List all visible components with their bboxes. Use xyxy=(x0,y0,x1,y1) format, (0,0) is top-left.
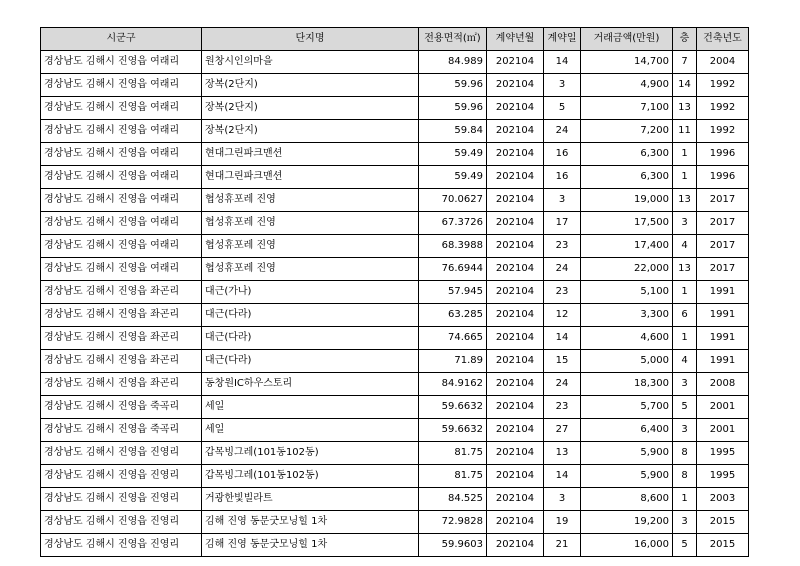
cell-floor: 11 xyxy=(673,120,697,143)
table-row xyxy=(41,511,749,534)
cell-complex: 갑목빙그레(101동102동) xyxy=(202,465,419,488)
cell-area: 70.0627 xyxy=(419,189,487,212)
cell-district: 경상남도 김해시 진영읍 여래리 xyxy=(41,120,202,143)
table-row xyxy=(41,419,749,442)
cell-build-year: 1992 xyxy=(697,120,749,143)
cell-contract-month: 202104 xyxy=(487,373,544,396)
cell-price: 6,300 xyxy=(581,143,673,166)
table-row xyxy=(41,51,749,74)
cell-complex: 대근(다라) xyxy=(202,327,419,350)
header-row xyxy=(41,28,749,51)
cell-build-year: 1991 xyxy=(697,304,749,327)
cell-complex: 협성휴포레 진영 xyxy=(202,258,419,281)
cell-complex: 동창원IC하우스토리 xyxy=(202,373,419,396)
cell-price: 19,200 xyxy=(581,511,673,534)
cell-floor: 1 xyxy=(673,281,697,304)
cell-contract-month: 202104 xyxy=(487,166,544,189)
cell-complex: 김해 진영 동문굿모닝힐 1차 xyxy=(202,534,419,557)
table-row xyxy=(41,488,749,511)
cell-build-year: 1991 xyxy=(697,327,749,350)
cell-contract-day: 15 xyxy=(544,350,581,373)
cell-contract-month: 202104 xyxy=(487,396,544,419)
cell-complex: 협성휴포레 진영 xyxy=(202,189,419,212)
cell-complex: 대근(가나) xyxy=(202,281,419,304)
cell-floor: 1 xyxy=(673,488,697,511)
cell-contract-day: 27 xyxy=(544,419,581,442)
cell-district: 경상남도 김해시 진영읍 좌곤리 xyxy=(41,327,202,350)
cell-contract-day: 23 xyxy=(544,281,581,304)
cell-area: 63.285 xyxy=(419,304,487,327)
cell-district: 경상남도 김해시 진영읍 진영리 xyxy=(41,442,202,465)
table-row xyxy=(41,120,749,143)
cell-build-year: 2001 xyxy=(697,396,749,419)
header-floor: 층 xyxy=(673,28,697,51)
cell-area: 59.9603 xyxy=(419,534,487,557)
cell-contract-month: 202104 xyxy=(487,281,544,304)
cell-build-year: 1992 xyxy=(697,97,749,120)
cell-contract-day: 3 xyxy=(544,488,581,511)
cell-price: 22,000 xyxy=(581,258,673,281)
table-row xyxy=(41,212,749,235)
cell-price: 5,700 xyxy=(581,396,673,419)
cell-contract-day: 21 xyxy=(544,534,581,557)
cell-floor: 1 xyxy=(673,327,697,350)
cell-area: 59.6632 xyxy=(419,419,487,442)
cell-district: 경상남도 김해시 진영읍 여래리 xyxy=(41,97,202,120)
cell-complex: 대근(다라) xyxy=(202,304,419,327)
cell-area: 84.989 xyxy=(419,51,487,74)
cell-district: 경상남도 김해시 진영읍 진영리 xyxy=(41,511,202,534)
cell-area: 59.6632 xyxy=(419,396,487,419)
cell-floor: 14 xyxy=(673,74,697,97)
table-row xyxy=(41,166,749,189)
cell-area: 81.75 xyxy=(419,442,487,465)
cell-contract-day: 16 xyxy=(544,166,581,189)
cell-build-year: 2017 xyxy=(697,212,749,235)
table-row xyxy=(41,74,749,97)
cell-price: 3,300 xyxy=(581,304,673,327)
cell-district: 경상남도 김해시 진영읍 좌곤리 xyxy=(41,350,202,373)
cell-district: 경상남도 김해시 진영읍 여래리 xyxy=(41,189,202,212)
cell-contract-month: 202104 xyxy=(487,488,544,511)
cell-contract-month: 202104 xyxy=(487,350,544,373)
transaction-table xyxy=(40,27,749,557)
table-row xyxy=(41,304,749,327)
cell-district: 경상남도 김해시 진영읍 죽곡리 xyxy=(41,419,202,442)
cell-price: 16,000 xyxy=(581,534,673,557)
cell-floor: 5 xyxy=(673,396,697,419)
cell-floor: 3 xyxy=(673,373,697,396)
cell-area: 76.6944 xyxy=(419,258,487,281)
cell-contract-month: 202104 xyxy=(487,120,544,143)
cell-district: 경상남도 김해시 진영읍 진영리 xyxy=(41,534,202,557)
cell-floor: 3 xyxy=(673,212,697,235)
cell-complex: 대근(다라) xyxy=(202,350,419,373)
cell-area: 84.525 xyxy=(419,488,487,511)
cell-price: 4,900 xyxy=(581,74,673,97)
cell-floor: 1 xyxy=(673,143,697,166)
cell-build-year: 1992 xyxy=(697,74,749,97)
cell-floor: 4 xyxy=(673,350,697,373)
cell-contract-month: 202104 xyxy=(487,189,544,212)
cell-area: 59.49 xyxy=(419,143,487,166)
cell-contract-day: 12 xyxy=(544,304,581,327)
cell-floor: 4 xyxy=(673,235,697,258)
table-row xyxy=(41,396,749,419)
cell-contract-day: 14 xyxy=(544,465,581,488)
cell-area: 67.3726 xyxy=(419,212,487,235)
cell-contract-day: 23 xyxy=(544,235,581,258)
cell-area: 59.84 xyxy=(419,120,487,143)
cell-contract-month: 202104 xyxy=(487,442,544,465)
cell-contract-day: 16 xyxy=(544,143,581,166)
cell-contract-month: 202104 xyxy=(487,465,544,488)
cell-contract-month: 202104 xyxy=(487,327,544,350)
cell-contract-month: 202104 xyxy=(487,97,544,120)
cell-price: 6,400 xyxy=(581,419,673,442)
cell-district: 경상남도 김해시 진영읍 여래리 xyxy=(41,212,202,235)
cell-complex: 현대그린파크맨션 xyxy=(202,143,419,166)
cell-complex: 김해 진영 동문굿모닝힐 1차 xyxy=(202,511,419,534)
header-price: 거래금액(만원) xyxy=(581,28,673,51)
cell-complex: 장복(2단지) xyxy=(202,97,419,120)
cell-price: 8,600 xyxy=(581,488,673,511)
cell-floor: 8 xyxy=(673,465,697,488)
cell-floor: 3 xyxy=(673,419,697,442)
cell-floor: 13 xyxy=(673,189,697,212)
header-build-year: 건축년도 xyxy=(697,28,749,51)
cell-contract-day: 5 xyxy=(544,97,581,120)
cell-price: 5,100 xyxy=(581,281,673,304)
cell-district: 경상남도 김해시 진영읍 여래리 xyxy=(41,74,202,97)
cell-floor: 6 xyxy=(673,304,697,327)
cell-contract-day: 24 xyxy=(544,258,581,281)
table-row xyxy=(41,327,749,350)
cell-complex: 장복(2단지) xyxy=(202,120,419,143)
header-contract-month: 계약년월 xyxy=(487,28,544,51)
cell-area: 71.89 xyxy=(419,350,487,373)
cell-district: 경상남도 김해시 진영읍 여래리 xyxy=(41,143,202,166)
cell-contract-day: 23 xyxy=(544,396,581,419)
cell-build-year: 1991 xyxy=(697,350,749,373)
cell-price: 6,300 xyxy=(581,166,673,189)
header-complex: 단지명 xyxy=(202,28,419,51)
cell-floor: 3 xyxy=(673,511,697,534)
cell-contract-day: 19 xyxy=(544,511,581,534)
cell-contract-month: 202104 xyxy=(487,143,544,166)
cell-district: 경상남도 김해시 진영읍 여래리 xyxy=(41,51,202,74)
cell-price: 7,200 xyxy=(581,120,673,143)
cell-contract-day: 3 xyxy=(544,189,581,212)
cell-district: 경상남도 김해시 진영읍 좌곤리 xyxy=(41,304,202,327)
cell-area: 59.49 xyxy=(419,166,487,189)
cell-floor: 7 xyxy=(673,51,697,74)
cell-build-year: 2001 xyxy=(697,419,749,442)
cell-floor: 1 xyxy=(673,166,697,189)
cell-contract-month: 202104 xyxy=(487,74,544,97)
cell-contract-month: 202104 xyxy=(487,51,544,74)
cell-contract-month: 202104 xyxy=(487,258,544,281)
cell-build-year: 1995 xyxy=(697,442,749,465)
cell-district: 경상남도 김해시 진영읍 좌곤리 xyxy=(41,281,202,304)
cell-build-year: 1995 xyxy=(697,465,749,488)
cell-build-year: 2017 xyxy=(697,189,749,212)
cell-build-year: 2017 xyxy=(697,235,749,258)
cell-complex: 협성휴포레 진영 xyxy=(202,235,419,258)
cell-complex: 갑목빙그레(101동102동) xyxy=(202,442,419,465)
cell-area: 74.665 xyxy=(419,327,487,350)
cell-build-year: 1996 xyxy=(697,166,749,189)
table-row xyxy=(41,189,749,212)
cell-district: 경상남도 김해시 진영읍 좌곤리 xyxy=(41,373,202,396)
cell-price: 17,500 xyxy=(581,212,673,235)
table-row xyxy=(41,143,749,166)
cell-floor: 8 xyxy=(673,442,697,465)
cell-district: 경상남도 김해시 진영읍 진영리 xyxy=(41,488,202,511)
table-row xyxy=(41,258,749,281)
cell-area: 84.9162 xyxy=(419,373,487,396)
cell-build-year: 2004 xyxy=(697,51,749,74)
table-row xyxy=(41,465,749,488)
cell-price: 14,700 xyxy=(581,51,673,74)
cell-area: 57.945 xyxy=(419,281,487,304)
cell-price: 18,300 xyxy=(581,373,673,396)
cell-complex: 세일 xyxy=(202,396,419,419)
cell-contract-day: 3 xyxy=(544,74,581,97)
cell-contract-month: 202104 xyxy=(487,511,544,534)
cell-build-year: 1991 xyxy=(697,281,749,304)
cell-complex: 협성휴포레 진영 xyxy=(202,212,419,235)
cell-area: 72.9828 xyxy=(419,511,487,534)
cell-price: 19,000 xyxy=(581,189,673,212)
table-row xyxy=(41,534,749,557)
header-district: 시군구 xyxy=(41,28,202,51)
cell-price: 7,100 xyxy=(581,97,673,120)
cell-floor: 5 xyxy=(673,534,697,557)
cell-build-year: 2003 xyxy=(697,488,749,511)
table-row xyxy=(41,350,749,373)
cell-complex: 현대그린파크맨션 xyxy=(202,166,419,189)
cell-district: 경상남도 김해시 진영읍 진영리 xyxy=(41,465,202,488)
cell-build-year: 2017 xyxy=(697,258,749,281)
cell-contract-month: 202104 xyxy=(487,212,544,235)
cell-complex: 세일 xyxy=(202,419,419,442)
cell-contract-day: 24 xyxy=(544,120,581,143)
cell-contract-month: 202104 xyxy=(487,534,544,557)
cell-price: 17,400 xyxy=(581,235,673,258)
cell-price: 4,600 xyxy=(581,327,673,350)
cell-contract-day: 14 xyxy=(544,327,581,350)
table-row xyxy=(41,373,749,396)
cell-contract-month: 202104 xyxy=(487,419,544,442)
cell-floor: 13 xyxy=(673,258,697,281)
table-row xyxy=(41,281,749,304)
cell-contract-day: 14 xyxy=(544,51,581,74)
cell-contract-month: 202104 xyxy=(487,304,544,327)
cell-area: 68.3988 xyxy=(419,235,487,258)
cell-district: 경상남도 김해시 진영읍 죽곡리 xyxy=(41,396,202,419)
cell-build-year: 2015 xyxy=(697,534,749,557)
header-contract-day: 계약일 xyxy=(544,28,581,51)
table-row xyxy=(41,235,749,258)
cell-complex: 원창시인의마을 xyxy=(202,51,419,74)
cell-floor: 13 xyxy=(673,97,697,120)
cell-district: 경상남도 김해시 진영읍 여래리 xyxy=(41,235,202,258)
cell-contract-month: 202104 xyxy=(487,235,544,258)
cell-contract-day: 17 xyxy=(544,212,581,235)
cell-build-year: 1996 xyxy=(697,143,749,166)
cell-contract-day: 13 xyxy=(544,442,581,465)
cell-contract-day: 24 xyxy=(544,373,581,396)
cell-district: 경상남도 김해시 진영읍 여래리 xyxy=(41,166,202,189)
table-row xyxy=(41,442,749,465)
cell-build-year: 2015 xyxy=(697,511,749,534)
cell-complex: 장복(2단지) xyxy=(202,74,419,97)
cell-price: 5,900 xyxy=(581,465,673,488)
cell-price: 5,000 xyxy=(581,350,673,373)
cell-build-year: 2008 xyxy=(697,373,749,396)
table-row xyxy=(41,97,749,120)
header-area: 전용면적(㎡) xyxy=(419,28,487,51)
cell-area: 59.96 xyxy=(419,97,487,120)
cell-district: 경상남도 김해시 진영읍 여래리 xyxy=(41,258,202,281)
cell-area: 59.96 xyxy=(419,74,487,97)
cell-complex: 거광한빛빌라트 xyxy=(202,488,419,511)
cell-price: 5,900 xyxy=(581,442,673,465)
cell-area: 81.75 xyxy=(419,465,487,488)
